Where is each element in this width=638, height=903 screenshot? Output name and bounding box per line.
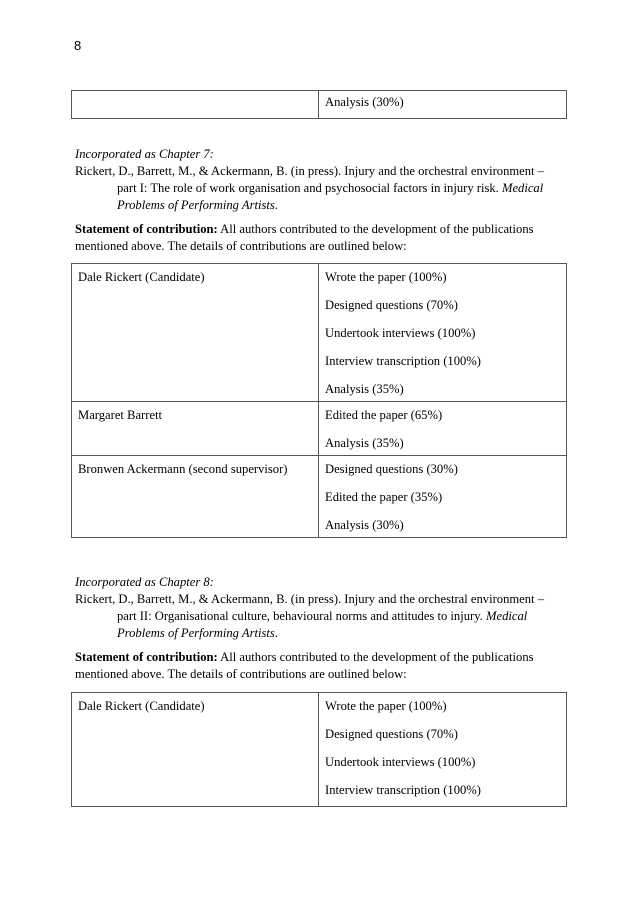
tasks-cell: [319, 693, 567, 807]
task-item: Undertook interviews (100%): [325, 755, 476, 769]
person-cell: Bronwen Ackermann (second supervisor): [72, 456, 319, 538]
statement-label: Statement of contribution:: [75, 650, 218, 664]
table-row: [72, 693, 567, 807]
person-cell: Dale Rickert (Candidate): [72, 264, 319, 402]
contribution-table-continued: [71, 90, 567, 119]
journal-title-part: Problems of Performing Artists: [117, 198, 275, 212]
citation-line: Rickert, D., Barrett, M., & Ackermann, B. (in press). Injury and the orchestral environment –: [75, 164, 544, 178]
tasks-cell: [319, 264, 567, 402]
task-item: Analysis (35%): [325, 382, 404, 396]
table-row: [72, 402, 567, 456]
task-item: Designed questions (70%): [325, 727, 458, 741]
chapter7-contribution-table: [71, 263, 567, 538]
chapter7-reference-block: [75, 146, 565, 214]
journal-title-part: Medical: [485, 609, 528, 623]
table-row: [72, 264, 567, 402]
person-cell: [72, 91, 319, 119]
citation-period: .: [274, 198, 278, 212]
chapter7-citation: [75, 163, 565, 214]
table-row: [72, 456, 567, 538]
task-item: Wrote the paper (100%): [325, 699, 447, 713]
statement-text: All authors contributed to the development of the publications mentioned above. The details of contributions are outlined below:: [75, 650, 534, 681]
tasks-cell: [319, 456, 567, 538]
task-item: Edited the paper (65%): [325, 408, 443, 422]
citation-period: .: [274, 626, 278, 640]
journal-title-part: Problems of Performing Artists: [117, 626, 275, 640]
citation-line: part II: Organisational culture, behavioural norms and attitudes to injury.: [117, 609, 486, 623]
chapter8-reference-block: [75, 574, 565, 642]
page-number: 8: [74, 38, 82, 53]
chapter8-contribution-table: [71, 692, 567, 807]
task-item: Interview transcription (100%): [325, 783, 481, 797]
statement-label: Statement of contribution:: [75, 222, 218, 236]
person-cell: Dale Rickert (Candidate): [72, 693, 319, 807]
task-item: Analysis (30%): [325, 518, 404, 532]
task-item: Designed questions (70%): [325, 298, 458, 312]
task-item: Interview transcription (100%): [325, 354, 481, 368]
chapter8-citation: [75, 591, 565, 642]
table-row: [72, 91, 567, 119]
chapter7-statement: [75, 221, 565, 255]
task-item: Undertook interviews (100%): [325, 326, 476, 340]
task-item: Analysis (35%): [325, 436, 404, 450]
person-cell: Margaret Barrett: [72, 402, 319, 456]
citation-line: part I: The role of work organisation and psychosocial factors in injury risk.: [117, 181, 502, 195]
tasks-cell: [319, 402, 567, 456]
task-item: Designed questions (30%): [325, 462, 458, 476]
citation-line: Rickert, D., Barrett, M., & Ackermann, B. (in press). Injury and the orchestral environment –: [75, 592, 544, 606]
chapter8-heading: Incorporated as Chapter 8:: [75, 575, 214, 589]
journal-title-part: Medical: [501, 181, 544, 195]
tasks-cell: [319, 91, 567, 119]
task-item: Analysis (30%): [325, 95, 404, 109]
task-item: Edited the paper (35%): [325, 490, 443, 504]
chapter7-heading: Incorporated as Chapter 7:: [75, 147, 214, 161]
statement-text: All authors contributed to the development of the publications mentioned above. The details of contributions are outlined below:: [75, 222, 534, 253]
chapter8-statement: [75, 649, 565, 683]
task-item: Wrote the paper (100%): [325, 270, 447, 284]
